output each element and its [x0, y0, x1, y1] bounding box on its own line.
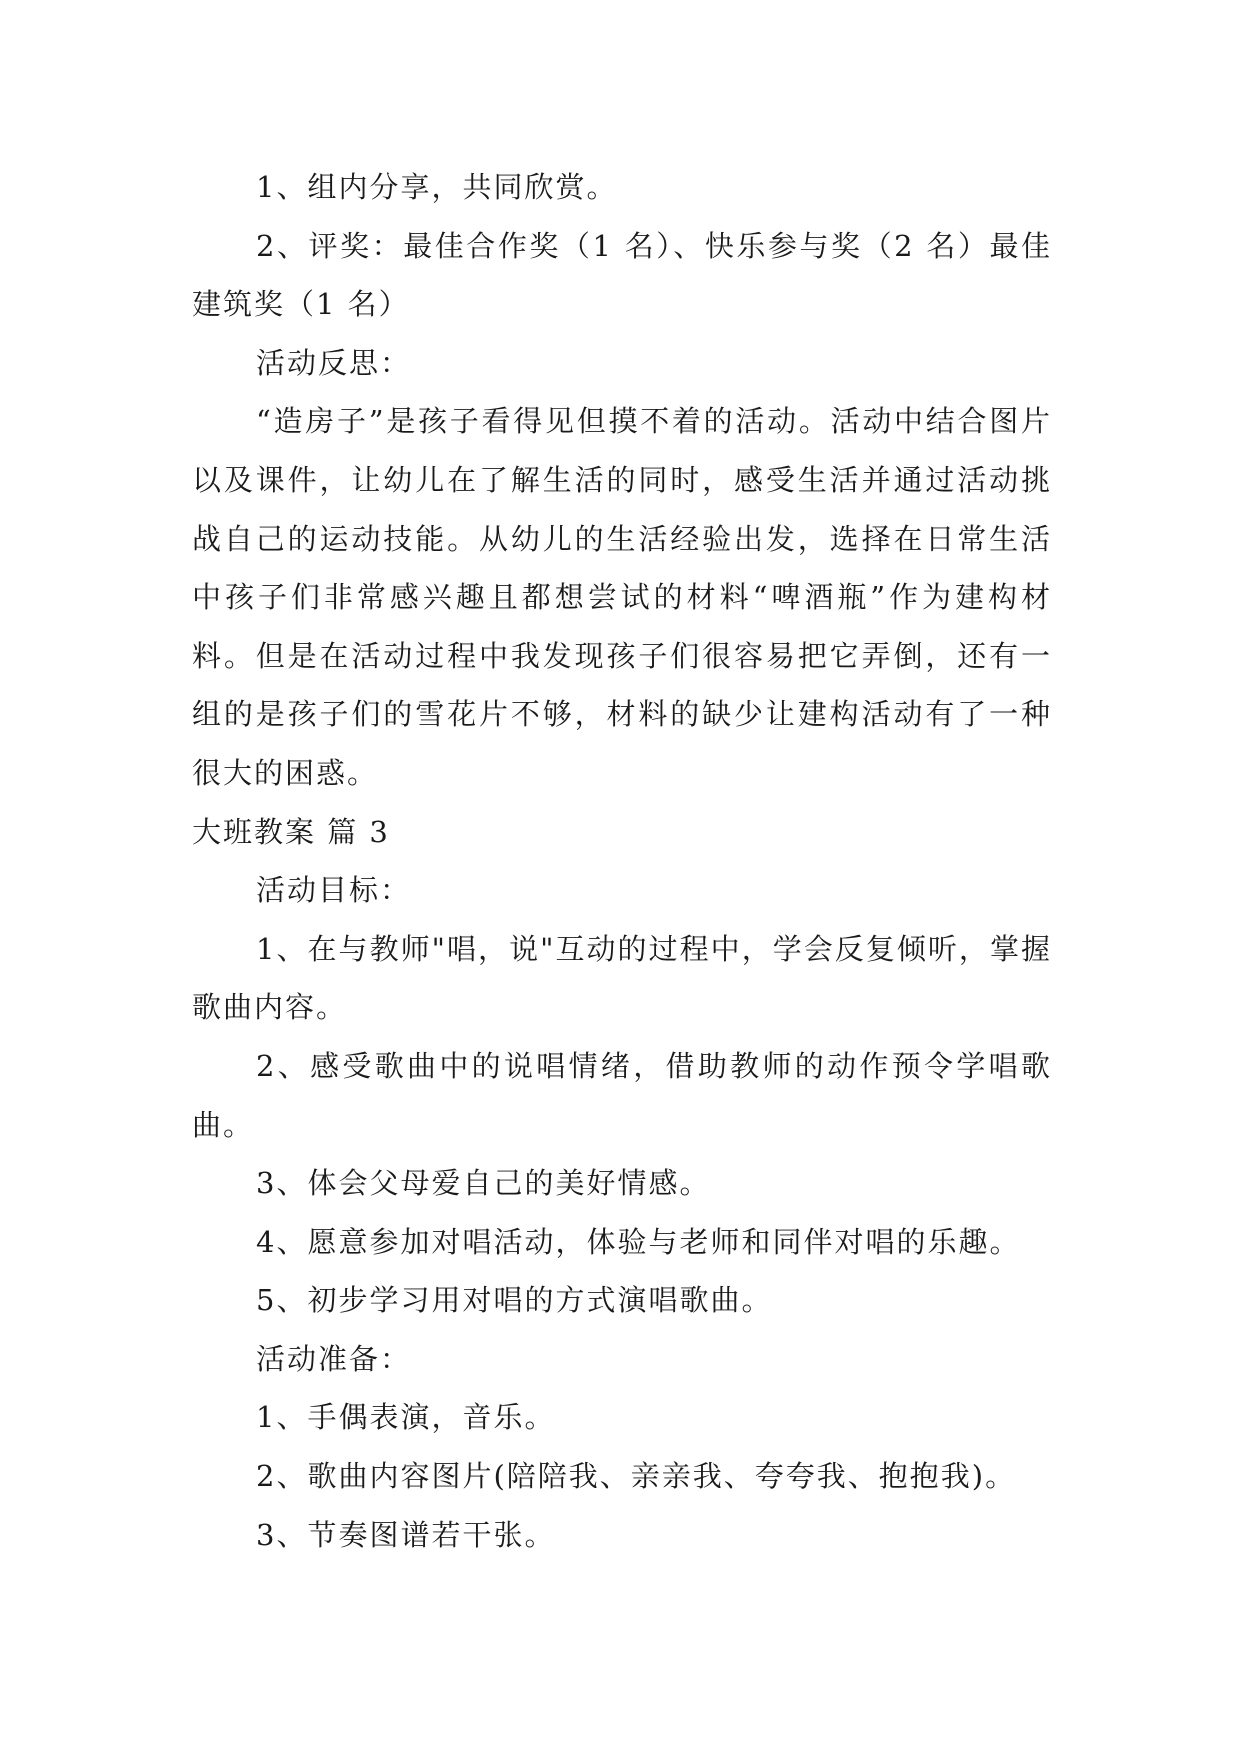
- prep-item-2: 2、歌曲内容图片(陪陪我、亲亲我、夸夸我、抱抱我)。: [256, 1459, 1017, 1494]
- goal-item-2: 2、感受歌曲中的说唱情绪，借助教师的动作预令学唱歌曲。: [192, 1048, 1052, 1142]
- section-label-reflection: 活动反思：: [256, 345, 412, 380]
- goal-item-5: 5、初步学习用对唱的方式演唱歌曲。: [256, 1283, 773, 1318]
- prep-item-3: 3、节奏图谱若干张。: [256, 1517, 556, 1552]
- goal-item-3: 3、体会父母爱自己的美好情感。: [256, 1166, 711, 1201]
- goal-item-1: 1、在与教师"唱，说"互动的过程中，学会反复倾听，掌握歌曲内容。: [192, 931, 1052, 1025]
- lesson-heading: 大班教案 篇 3: [192, 814, 390, 849]
- prep-item-1: 1、手偶表演，音乐。: [256, 1400, 556, 1435]
- goal-item-4: 4、愿意参加对唱活动，体验与老师和同伴对唱的乐趣。: [256, 1224, 1021, 1259]
- paragraph-awards: 2、评奖：最佳合作奖（1 名）、快乐参与奖（2 名）最佳建筑奖（1 名）: [192, 228, 1052, 322]
- section-label-goals: 活动目标：: [256, 873, 412, 908]
- section-label-preparation: 活动准备：: [256, 1341, 412, 1376]
- document-page: [192, 158, 1052, 1564]
- paragraph-reflection: “造房子”是孩子看得见但摸不着的活动。活动中结合图片以及课件，让幼儿在了解生活的同时，感受生活并通过活动挑战自己的运动技能。从幼儿的生活经验出发，选择在日常生活中孩子们非常感兴趣且都想尝试的材料“啤酒瓶”作为建构材料。但是在活动过程中我发现孩子们很容易把它弄倒，还有一组的是孩子们的雪花片不够，材料的缺少让建构活动有了一种很大的困惑。: [192, 404, 1052, 790]
- paragraph-share: 1、组内分享，共同欣赏。: [256, 170, 618, 204]
